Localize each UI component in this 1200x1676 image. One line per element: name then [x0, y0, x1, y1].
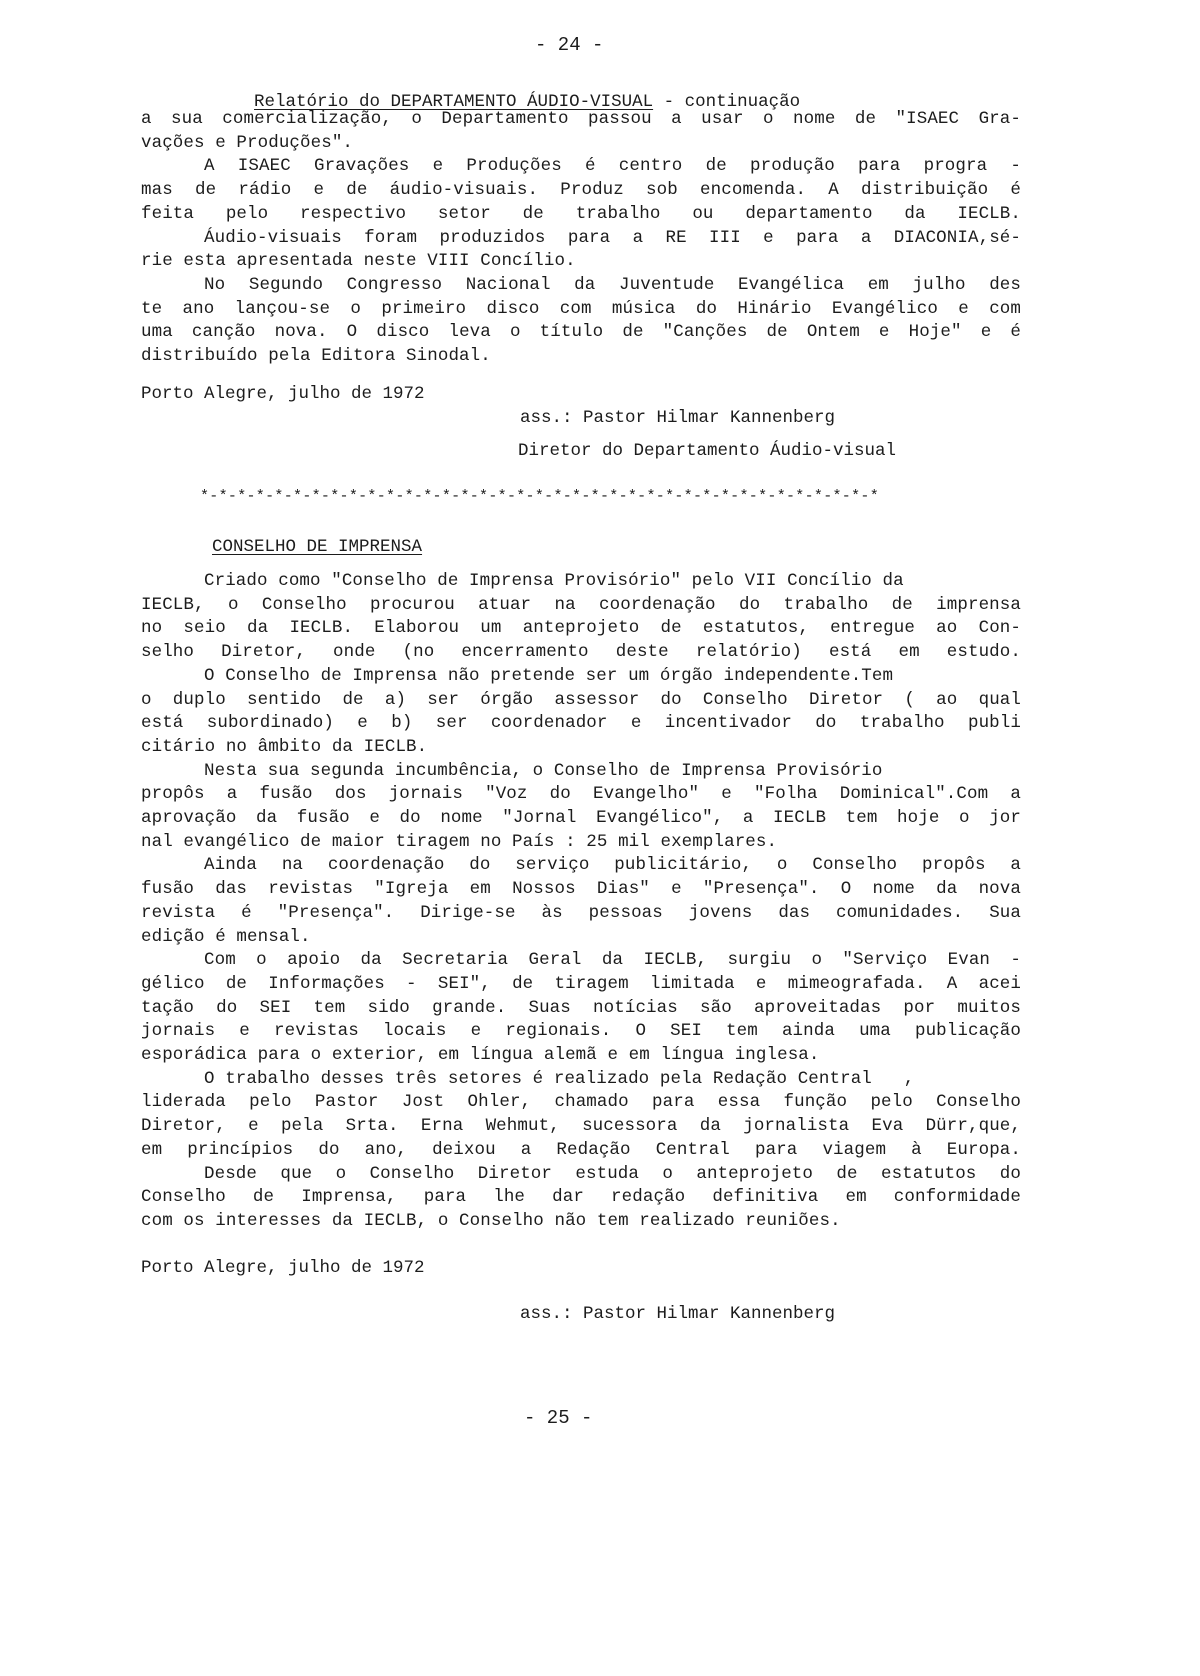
text-line: gélico de Informações - SEI", de tiragem limitada e mimeografada. A acei: [141, 973, 1021, 994]
text-line: IECLB, o Conselho procurou atuar na coordenação do trabalho de imprensa: [141, 594, 1021, 615]
text-line: Áudio-visuais foram produzidos para a RE III e para a DIACONIA,sé-: [204, 227, 1021, 248]
section-divider: *-*-*-*-*-*-*-*-*-*-*-*-*-*-*-*-*-*-*-*-*-*-*-*-*-*-*-*-*-*-*-*-*-*-*-*-*: [200, 488, 880, 505]
text-line: rie esta apresentada neste VIII Concílio.: [141, 251, 576, 272]
page-number-top: - 24 -: [535, 34, 604, 56]
text-line: Com o apoio da Secretaria Geral da IECLB, surgiu o "Serviço Evan -: [204, 950, 1021, 971]
text-line: no seio da IECLB. Elaborou um anteprojeto de estatutos, entregue ao Con-: [141, 618, 1021, 639]
text-line: com os interesses da IECLB, o Conselho não tem realizado reuniões.: [141, 1210, 841, 1231]
page-number-bottom: - 25 -: [524, 1407, 593, 1429]
text-line: No Segundo Congresso Nacional da Juventude Evangélica em julho des: [204, 274, 1021, 295]
text-line: edição é mensal.: [141, 926, 311, 947]
text-line: Diretor, e pela Srta. Erna Wehmut, sucessora da jornalista Eva Dürr,que,: [141, 1116, 1021, 1137]
text-line: vações e Produções".: [141, 132, 354, 153]
text-line: esporádica para o exterior, em língua alemã e em língua inglesa.: [141, 1045, 820, 1065]
signature-role: Diretor do Departamento Áudio-visual: [518, 441, 897, 461]
section-heading-imprensa: CONSELHO DE IMPRENSA: [212, 537, 423, 557]
text-line: revista é "Presença". Dirige-se às pessoas jovens das comunidades. Sua: [141, 902, 1021, 923]
text-line: nal evangélico de maior tiragem no País : 25 mil exemplares.: [141, 831, 778, 852]
text-line: tação do SEI tem sido grande. Suas notícias são aproveitadas por muitos: [141, 997, 1021, 1018]
text-line: Nesta sua segunda incumbência, o Conselho de Imprensa Provisório: [204, 760, 883, 781]
signature: ass.: Pastor Hilmar Kannenberg: [520, 408, 836, 428]
text-line: propôs a fusão dos jornais "Voz do Evangelho" e "Folha Dominical".Com a: [141, 784, 1021, 805]
text-line: te ano lançou-se o primeiro disco com música do Hinário Evangélico e com: [141, 298, 1021, 319]
text-line: jornais e revistas locais e regionais. O SEI tem ainda uma publicação: [141, 1021, 1021, 1042]
text-line: o duplo sentido de a) ser órgão assessor do Conselho Diretor ( ao qual: [141, 689, 1021, 710]
text-line: Desde que o Conselho Diretor estuda o anteprojeto de estatutos do: [204, 1163, 1021, 1184]
text-line: distribuído pela Editora Sinodal.: [141, 346, 491, 366]
text-line: uma canção nova. O disco leva o título de "Canções de Ontem e Hoje" e é: [141, 322, 1021, 343]
text-line: Ainda na coordenação do serviço publicitário, o Conselho propôs a: [204, 855, 1021, 876]
text-line: fusão das revistas "Igreja em Nossos Dias" e "Presença". O nome da nova: [141, 879, 1021, 900]
text-line: feita pelo respectivo setor de trabalho ou departamento da IECLB.: [141, 203, 1021, 224]
heading-title: Relatório do DEPARTAMENTO ÁUDIO-VISUAL: [254, 92, 654, 112]
text-line: a sua comercialização, o Departamento passou a usar o nome de "ISAEC Gra-: [141, 109, 1021, 129]
text-line: O trabalho desses três setores é realizado pela Redação Central ,: [204, 1068, 915, 1089]
text-line: em princípios do ano, deixou a Redação Central para viagem à Europa.: [141, 1139, 1021, 1160]
text-line: selho Diretor, onde (no encerramento deste relatório) está em estudo.: [141, 642, 1021, 663]
text-line: liderada pelo Pastor Jost Ohler, chamado para essa função pelo Conselho: [141, 1092, 1021, 1113]
place-date: Porto Alegre, julho de 1972: [141, 384, 425, 404]
text-line: citário no âmbito da IECLB.: [141, 736, 428, 757]
text-line: Criado como "Conselho de Imprensa Provisório" pelo VII Concílio da: [204, 571, 904, 591]
text-line: está subordinado) e b) ser coordenador e incentivador do trabalho publi: [141, 713, 1021, 734]
place-date: Porto Alegre, julho de 1972: [141, 1258, 425, 1278]
heading-suffix: - continuação: [653, 92, 801, 112]
text-line: A ISAEC Gravações e Produções é centro de produção para progra -: [204, 156, 1021, 177]
text-line: O Conselho de Imprensa não pretende ser um órgão independente.Tem: [204, 665, 894, 686]
signature: ass.: Pastor Hilmar Kannenberg: [520, 1304, 836, 1324]
text-line: aprovação da fusão e do nome "Jornal Evangélico", a IECLB tem hoje o jor: [141, 808, 1021, 828]
text-line: Conselho de Imprensa, para lhe dar redação definitiva em conformidade: [141, 1187, 1021, 1208]
text-line: mas de rádio e de áudio-visuais. Produz sob encomenda. A distribuição é: [141, 180, 1021, 201]
